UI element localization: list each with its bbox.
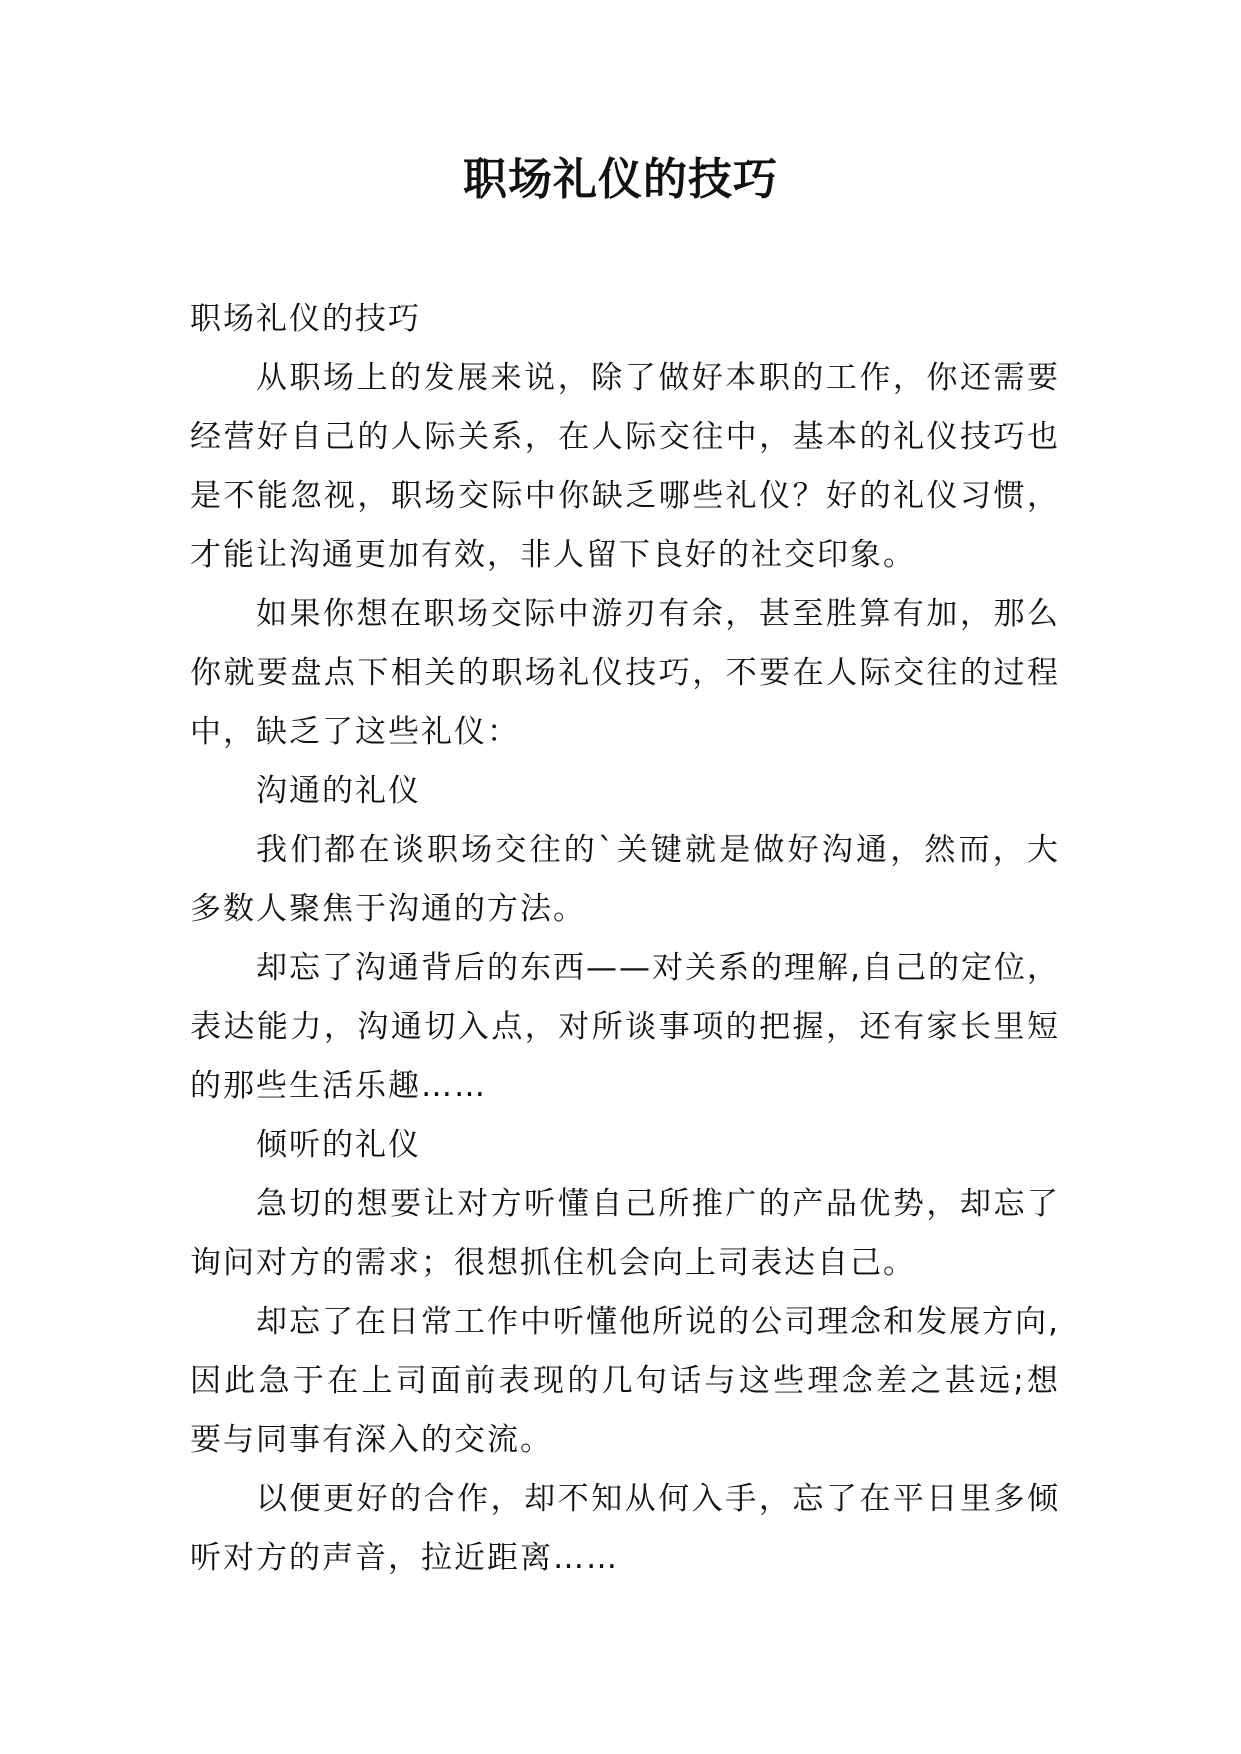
paragraph: 以便更好的合作，却不知从何入手，忘了在平日里多倾听对方的声音，拉近距离…… <box>190 1481 1060 1576</box>
paragraph: 急切的想要让对方听懂自己所推广的产品优势，却忘了询问对方的需求；很想抓住机会向上司表达自己。 <box>190 1186 1060 1281</box>
document-body <box>190 290 1060 1588</box>
paragraph: 却忘了在日常工作中听懂他所说的公司理念和发展方向,因此急于在上司面前表现的几句话与这些理念差之甚远;想要与同事有深入的交流。 <box>190 1304 1060 1458</box>
document-title: 职场礼仪的技巧 <box>463 154 778 205</box>
section-heading-communication: 沟通的礼仪 <box>256 773 421 809</box>
paragraph-heading: 职场礼仪的技巧 <box>190 301 421 337</box>
paragraph: 我们都在谈职场交往的`关键就是做好沟通，然而，大多数人聚焦于沟通的方法。 <box>190 832 1060 927</box>
section-heading-listening: 倾听的礼仪 <box>256 1127 421 1163</box>
paragraph: 却忘了沟通背后的东西——对关系的理解,自己的定位，表达能力，沟通切入点，对所谈事项的把握，还有家长里短的那些生活乐趣…… <box>190 950 1060 1104</box>
paragraph: 从职场上的发展来说，除了做好本职的工作，你还需要经营好自己的人际关系，在人际交往中，基本的礼仪技巧也是不能忽视，职场交际中你缺乏哪些礼仪？好的礼仪习惯，才能让沟通更加有效，非人留下良好的社交印象。 <box>190 360 1060 573</box>
paragraph: 如果你想在职场交际中游刃有余，甚至胜算有加，那么你就要盘点下相关的职场礼仪技巧，不要在人际交往的过程中，缺乏了这些礼仪： <box>190 596 1060 750</box>
